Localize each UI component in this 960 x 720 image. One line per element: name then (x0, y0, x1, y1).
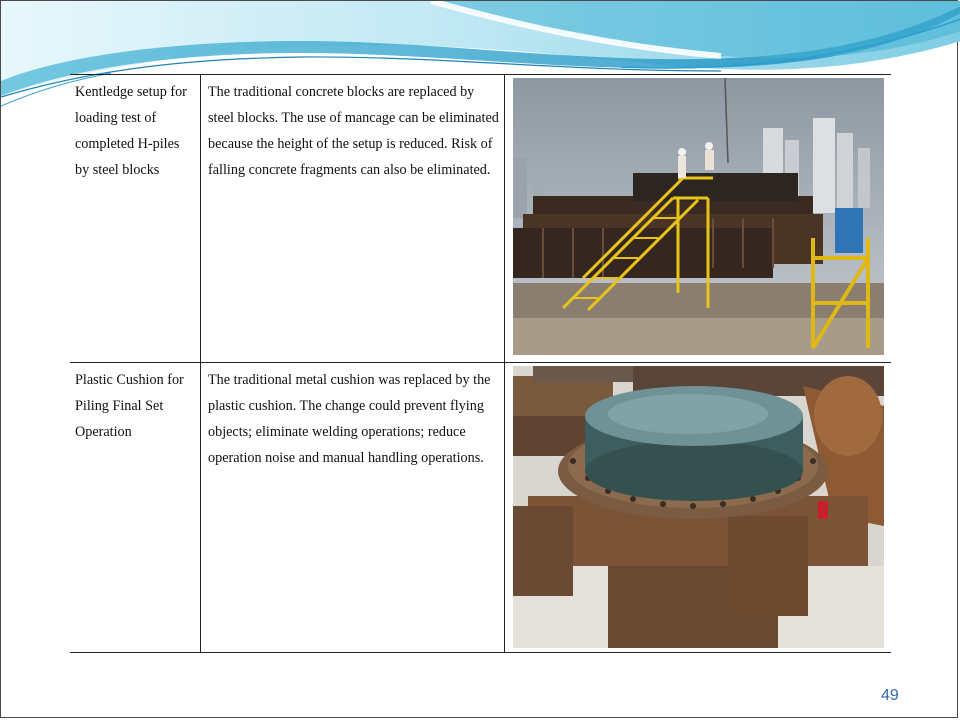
table-row (70, 363, 891, 653)
page-number: 49 (881, 687, 899, 704)
kentledge-steel-blocks-photo (513, 78, 884, 355)
photo-cell (505, 75, 892, 363)
description-cell: The traditional metal cushion was replaced by the plastic cushion. The change could prevent flying objects; eliminate welding operations; reduce operation noise and manual handling operations. (201, 363, 505, 653)
table-row (70, 75, 891, 363)
item-cell: Plastic Cushion for Piling Final Set Operation (70, 363, 201, 653)
item-cell: Kentledge setup for loading test of completed H-piles by steel blocks (70, 75, 201, 363)
description-cell: The traditional concrete blocks are replaced by steel blocks. The use of mancage can be eliminated because the height of the setup is reduced. Risk of falling concrete fragments can also be eliminated. (201, 75, 505, 363)
plastic-cushion-photo (513, 366, 884, 648)
photo-cell (505, 363, 892, 653)
safety-measures-table (70, 74, 891, 653)
